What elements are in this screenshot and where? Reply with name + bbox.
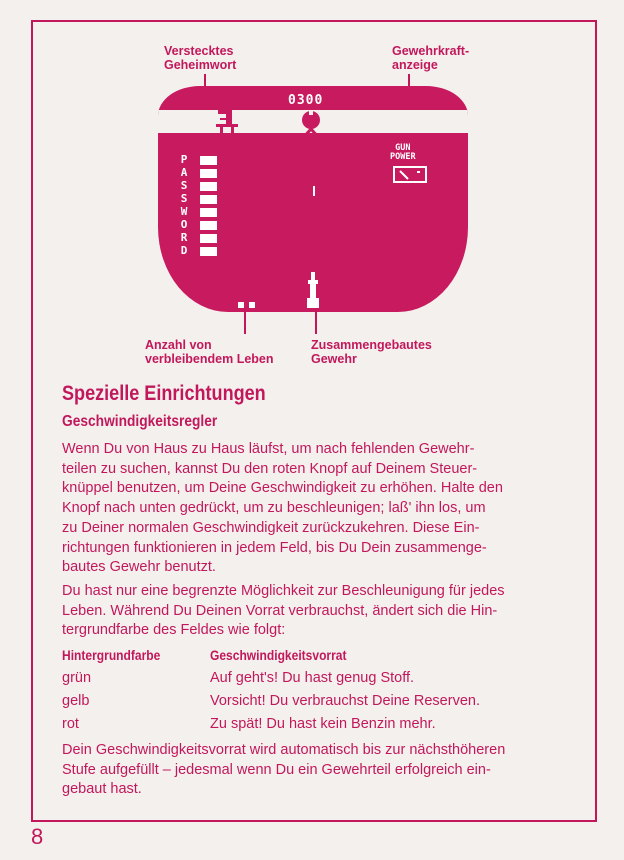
text-line: teilen zu suchen, kannst Du den roten Knopf auf Deinem Steuer- [62,460,478,477]
password-slot [200,234,217,243]
text-line: tergrundfarbe des Feldes wie folgt: [62,622,286,639]
password-slot [200,169,217,178]
gun-power-label [390,144,416,162]
score-display: 0300 [288,93,324,108]
life-marker [249,302,255,308]
section-subheading: Geschwindigkeitsregler [62,413,218,430]
password-slot [200,156,217,165]
text-line: Leben. Während Du Deinen Vorrat verbrauchst, ändert sich die Hin- [62,602,498,619]
enemy-icon [298,109,324,141]
text-line: Du hast nur eine begrenzte Möglichkeit zur Beschleunigung für jedes [62,583,505,599]
page-number: 8 [31,824,44,849]
callout-gun-line2: Gewehr [311,352,357,366]
table-cell: Zu spät! Du hast kein Benzin mehr. [210,716,436,732]
leader-lives [244,310,246,334]
password-letter: W [180,205,188,218]
gauge-needle-icon [395,168,425,181]
text-line: zu Deiner normalen Geschwindigkeit zurückzukehren. Diese Ein- [62,519,480,536]
table-cell: grün [62,670,92,686]
password-letter: O [180,218,188,231]
password-letter: A [180,166,188,179]
table-cell: gelb [62,693,90,709]
gun-power-label-line1: GUN [395,143,411,153]
password-slot [200,195,217,204]
callout-gunpower [392,44,469,72]
callout-gun [311,338,432,366]
bullet [313,186,315,196]
password-letter: D [180,244,188,257]
paragraph-limited-boost [62,582,505,641]
text-line: knüppel benutzen, um Deine Geschwindigkeit zu erhöhen. Halte den [62,480,503,497]
password-letters [178,153,190,257]
gun-power-label-line2: POWER [390,152,416,162]
password-letter: S [180,179,188,192]
callout-lives-line2: verbleibendem Leben [145,352,274,366]
callout-lives [145,338,274,366]
callout-gunpower-line2: anzeige [392,58,438,72]
paragraph-refill [62,741,505,800]
text-line: Wenn Du von Haus zu Haus läufst, um nach fehlenden Gewehr- [62,441,475,457]
callout-gunpower-line1: Gewehrkraft- [392,44,470,58]
table-header: Hintergrundfarbe [62,647,161,663]
password-slot [200,208,217,217]
password-letter: S [180,192,188,205]
text-line: Knopf nach unten gedrückt, um zu beschleunigen; laß' ihn los, um [62,500,486,517]
callout-lives-line1: Anzahl von [145,338,212,352]
text-line: Dein Geschwindigkeitsvorrat wird automatisch bis zur nächsthöheren [62,742,506,758]
table-cell: Auf geht's! Du hast genug Stoff. [210,670,415,686]
text-line: richtungen funktionieren in jedem Feld, bis Du Dein zusammenge- [62,539,487,556]
text-line: gebaut hast. [62,781,142,798]
gun-power-gauge [393,166,427,183]
password-letter: P [180,153,188,166]
callout-password-line1: Verstecktes [164,44,234,58]
table-cell: Vorsicht! Du verbrauchst Deine Reserven. [210,693,480,709]
password-letter: R [180,231,188,244]
text-line: Stufe aufgefüllt – jedesmal wenn Du ein Gewehrteil erfolgreich ein- [62,761,491,778]
house-icon [214,108,244,136]
game-screen [158,86,468,312]
leader-gun [315,310,317,334]
password-slots [200,156,217,260]
paragraph-speed-control [62,440,503,578]
table-header: Geschwindigkeitsvorrat [210,647,347,663]
callout-password-line2: Geheimwort [164,58,237,72]
assembled-gun-icon [303,272,323,312]
section-heading: Spezielle Einrichtungen [62,382,266,405]
password-slot [200,221,217,230]
table-cell: rot [62,716,79,732]
password-slot [200,182,217,191]
text-line: bautes Gewehr benutzt. [62,559,216,576]
password-slot [200,247,217,256]
callout-gun-line1: Zusammengebautes [311,338,432,352]
life-marker [238,302,244,308]
callout-password [164,44,236,72]
